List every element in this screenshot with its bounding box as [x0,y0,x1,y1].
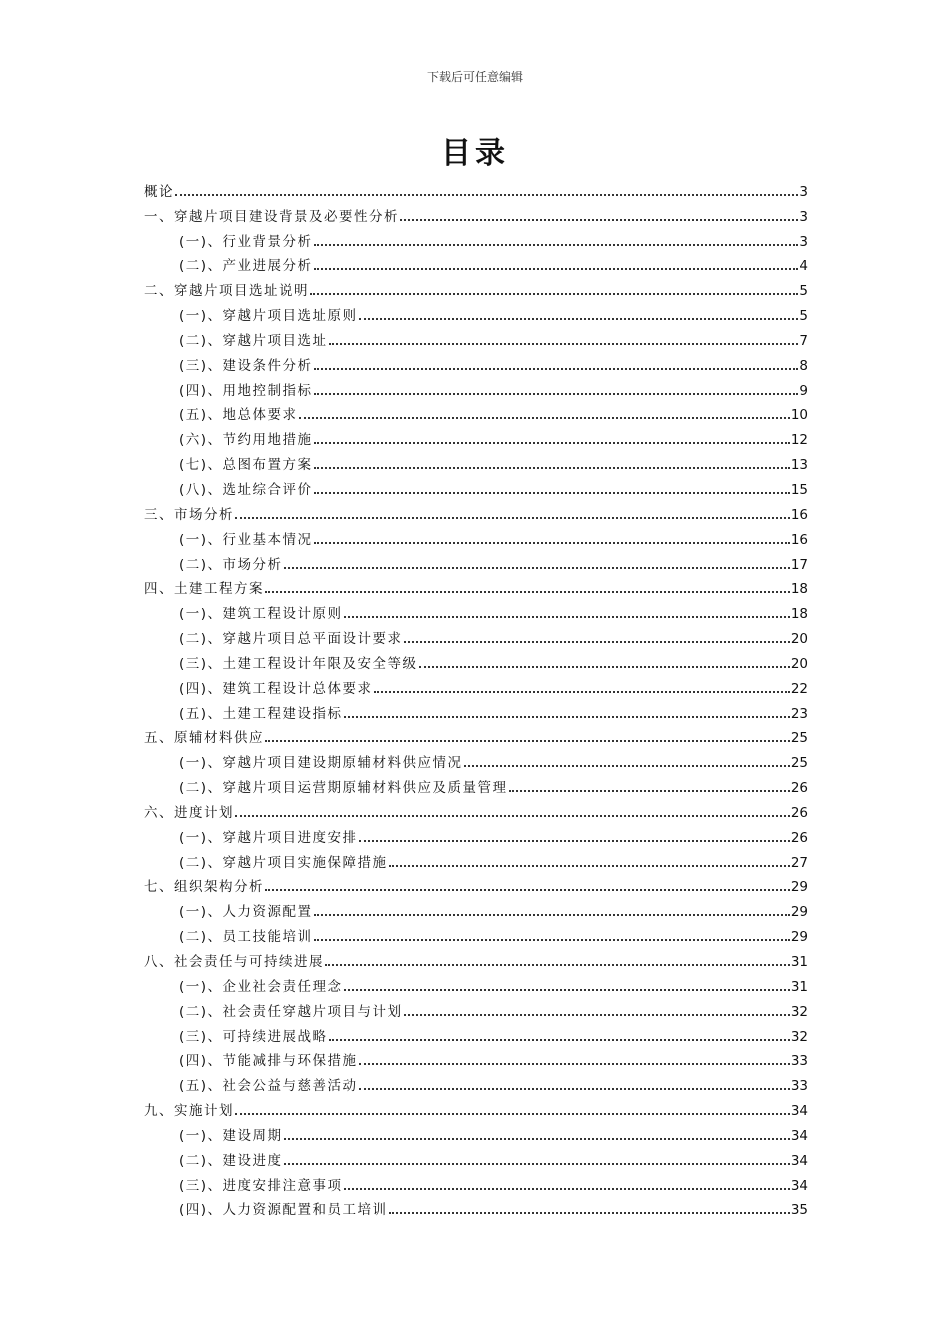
toc-entry-page: 27 [790,854,808,871]
toc-entry-label: 七、组织架构分析 [144,879,264,896]
toc-entry[interactable] [144,423,808,448]
toc-entry-page: 33 [790,1078,808,1095]
toc-leader-dots [284,1162,790,1165]
toc-entry[interactable] [144,299,808,324]
toc-leader-dots [265,888,790,891]
toc-entry-page: 34 [790,1177,808,1194]
toc-entry-page: 26 [790,780,808,797]
toc-entry-page: 33 [790,1053,808,1070]
toc-entry-label: 九、实施计划 [144,1103,234,1120]
toc-entry-label: (三)、土建工程设计年限及安全等级 [179,655,418,672]
toc-entry-page: 16 [790,531,808,548]
toc-leader-dots [464,764,790,767]
toc-entry[interactable] [144,597,808,622]
toc-entry-label: 三、市场分析 [144,506,234,523]
toc-entry[interactable] [144,672,808,697]
toc-entry-label: (二)、穿越片项目实施保障措施 [179,854,388,871]
toc-entry-label: 五、原辅材料供应 [144,730,264,747]
toc-entry[interactable] [144,175,808,200]
toc-entry-label: (二)、建设进度 [179,1152,283,1169]
toc-entry[interactable] [144,274,808,299]
toc-entry-page: 31 [790,954,808,970]
toc-leader-dots [389,864,790,867]
toc-leader-dots [265,590,790,593]
page-title: 目录 [441,136,509,171]
toc-entry-label: (二)、社会责任穿越片项目与计划 [179,1003,403,1020]
toc-leader-dots [235,1112,790,1115]
toc-entry[interactable] [144,821,808,846]
toc-entry-label: (二)、员工技能培训 [179,929,313,946]
toc-entry-page: 17 [790,556,808,573]
toc-entry[interactable] [144,200,808,225]
toc-entry-page: 26 [790,804,808,821]
toc-entry[interactable] [144,324,808,349]
toc-entry-page: 3 [799,233,808,250]
toc-entry-label: (二)、产业进展分析 [179,258,313,275]
toc-leader-dots [344,1187,790,1190]
toc-entry-label: (三)、进度安排注意事项 [179,1177,343,1194]
toc-entry-page: 34 [790,1152,808,1169]
toc-entry-page: 34 [790,1103,808,1120]
toc-entry-label: 八、社会责任与可持续进展 [144,954,324,970]
toc-leader-dots [314,491,790,494]
toc-entry[interactable] [144,995,808,1020]
toc-leader-dots [284,566,790,569]
toc-leader-dots [175,193,798,196]
toc-entry[interactable] [144,1069,808,1094]
toc-entry-label: (一)、行业背景分析 [179,233,313,250]
toc-leader-dots [299,416,790,419]
toc-leader-dots [314,938,790,941]
toc-entry-page: 29 [790,879,808,896]
toc-entry-page: 18 [790,581,808,598]
toc-entry-label: 一、穿越片项目建设背景及必要性分析 [144,208,399,225]
toc-entry[interactable] [144,895,808,920]
toc-entry-label: 概论 [144,183,174,200]
toc-entry[interactable] [144,1045,808,1070]
toc-entry[interactable] [144,498,808,523]
toc-leader-dots [265,739,790,742]
toc-leader-dots [359,1062,790,1065]
toc-entry-page: 5 [799,283,808,300]
toc-entry-page: 32 [790,1003,808,1020]
toc-entry[interactable] [144,697,808,722]
toc-entry[interactable] [144,548,808,573]
toc-entry-label: (三)、可持续进展战略 [179,1028,328,1045]
toc-entry-label: (四)、建筑工程设计总体要求 [179,680,373,697]
toc-entry-label: (一)、人力资源配置 [179,904,313,921]
toc-entry-page: 34 [790,1127,808,1144]
toc-leader-dots [374,690,790,693]
toc-entry-label: (三)、建设条件分析 [179,357,313,374]
toc-leader-dots [329,342,799,345]
toc-entry-page: 7 [799,332,808,349]
toc-entry-page: 12 [790,432,808,449]
toc-entry-label: 六、进度计划 [144,804,234,821]
toc-entry-page: 5 [799,308,808,325]
toc-leader-dots [314,267,799,270]
toc-entry[interactable] [144,846,808,871]
toc-leader-dots [314,392,799,395]
toc-entry-label: (一)、穿越片项目进度安排 [179,829,358,846]
toc-entry-label: (四)、节能减排与环保措施 [179,1053,358,1070]
toc-leader-dots [404,640,790,643]
toc-entry-label: (二)、穿越片项目选址 [179,332,328,349]
toc-entry-label: (一)、穿越片项目建设期原辅材料供应情况 [179,755,463,772]
toc-entry-page: 9 [799,382,808,399]
toc-entry-page: 20 [790,655,808,672]
toc-leader-dots [314,466,790,469]
toc-entry-label: (五)、社会公益与慈善活动 [179,1078,358,1095]
toc-entry-page: 25 [790,730,808,747]
toc-entry-page: 15 [790,481,808,498]
toc-entry-page: 13 [790,457,808,474]
toc-entry-label: (一)、企业社会责任理念 [179,978,343,995]
toc-entry-label: (一)、行业基本情况 [179,531,313,548]
toc-entry-page: 20 [790,631,808,648]
toc-entry[interactable] [144,448,808,473]
toc-entry[interactable] [144,374,808,399]
toc-leader-dots [344,988,790,991]
toc-entry-label: 二、穿越片项目选址说明 [144,283,309,300]
toc-leader-dots [314,367,799,370]
toc-entry-label: (八)、选址综合评价 [179,481,313,498]
toc-entry-page: 35 [790,1202,808,1219]
toc-entry-label: (六)、节约用地措施 [179,432,313,449]
toc-leader-dots [419,665,790,668]
toc-entry-page: 10 [790,407,808,424]
header-note: 下载后可任意编辑 [426,70,523,84]
toc-entry-page: 26 [790,829,808,846]
toc-entry-page: 22 [790,680,808,697]
toc-leader-dots [359,1087,790,1090]
toc-leader-dots [325,963,790,966]
toc-entry-page: 25 [790,755,808,772]
toc-entry-label: (四)、人力资源配置和员工培训 [179,1202,388,1219]
toc-entry-label: (二)、穿越片项目运营期原辅材料供应及质量管理 [179,780,508,797]
toc-entry[interactable] [144,399,808,424]
toc-entry-page: 8 [799,357,808,374]
toc-entry[interactable] [144,523,808,548]
toc-entry[interactable] [144,1194,808,1219]
toc-entry[interactable] [144,622,808,647]
toc-entry[interactable] [144,349,808,374]
toc-leader-dots [400,218,798,221]
toc-entry[interactable] [144,1144,808,1169]
toc-leader-dots [235,814,790,817]
toc-entry-page: 23 [790,705,808,722]
toc-entry[interactable] [144,250,808,275]
toc-entry-label: (一)、建设周期 [179,1127,283,1144]
toc-entry[interactable] [144,1020,808,1045]
toc-entry-label: (四)、用地控制指标 [179,382,313,399]
toc-entry-page: 18 [790,606,808,623]
toc-leader-dots [389,1211,790,1214]
toc-entry-label: (七)、总图布置方案 [179,457,313,474]
toc-entry-label: (一)、建筑工程设计原则 [179,606,343,623]
toc-leader-dots [314,441,790,444]
toc-entry[interactable] [144,1094,808,1119]
toc-entry-label: (一)、穿越片项目选址原则 [179,308,358,325]
toc-leader-dots [509,789,790,792]
toc-entry[interactable] [144,225,808,250]
toc-entry[interactable] [144,473,808,498]
toc-entry[interactable] [144,871,808,896]
toc-leader-dots [284,1137,790,1140]
toc-entry-page: 4 [799,258,808,275]
toc-entry-page: 29 [790,904,808,921]
toc-entry[interactable] [144,1169,808,1194]
toc-entry-label: (五)、地总体要求 [179,407,298,424]
toc-entry-page: 3 [799,208,808,225]
toc-leader-dots [344,715,790,718]
toc-leader-dots [314,243,799,246]
toc-leader-dots [359,839,790,842]
toc-entry-page: 32 [790,1028,808,1045]
toc-entry[interactable] [144,1119,808,1144]
toc-leader-dots [314,913,790,916]
toc-entry-label: (五)、土建工程建设指标 [179,705,343,722]
toc-entry-label: (二)、穿越片项目总平面设计要求 [179,631,403,648]
toc-entry[interactable] [144,746,808,771]
toc-list [144,175,808,1218]
toc-entry[interactable] [144,970,808,995]
toc-leader-dots [404,1013,790,1016]
toc-entry[interactable] [144,722,808,747]
toc-entry[interactable] [144,920,808,945]
toc-entry[interactable] [144,647,808,672]
toc-entry[interactable] [144,771,808,796]
toc-entry-page: 31 [790,978,808,995]
toc-entry-page: 3 [799,183,808,200]
toc-leader-dots [329,1038,790,1041]
toc-leader-dots [359,317,799,320]
toc-entry[interactable] [144,945,808,970]
toc-leader-dots [235,516,790,519]
toc-entry-label: 四、土建工程方案 [144,581,264,598]
toc-entry[interactable] [144,573,808,598]
toc-entry-page: 29 [790,929,808,946]
toc-leader-dots [310,292,798,295]
toc-entry-page: 16 [790,506,808,523]
toc-leader-dots [344,615,790,618]
toc-entry[interactable] [144,796,808,821]
toc-leader-dots [314,541,790,544]
toc-entry-label: (二)、市场分析 [179,556,283,573]
